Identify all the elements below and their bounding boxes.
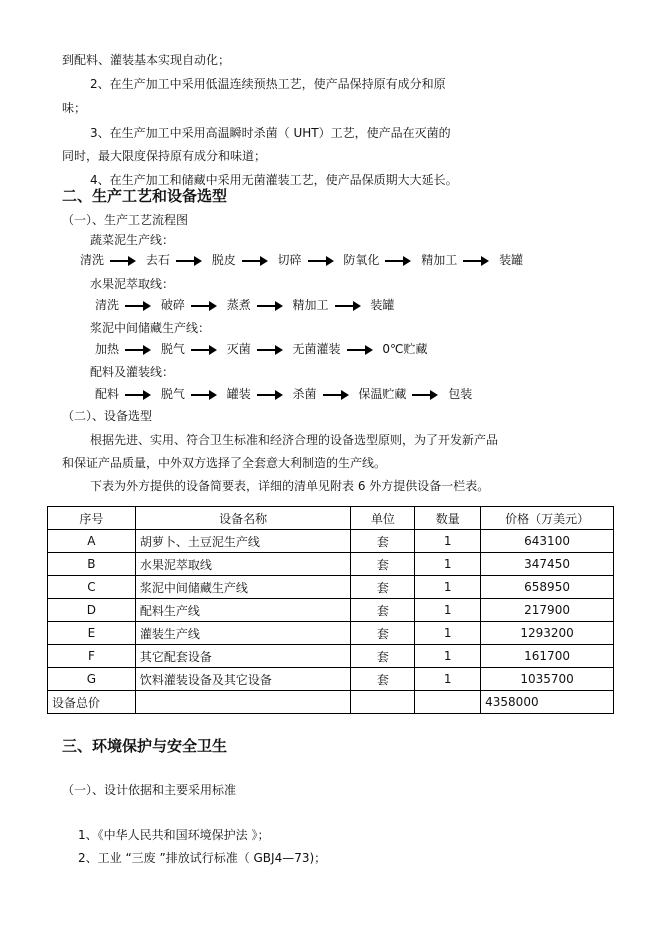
arrow-right-icon (257, 390, 283, 400)
table-cell: 套 (351, 645, 415, 668)
table-cell: 643100 (481, 530, 614, 553)
arrow-right-icon (191, 301, 217, 311)
arrow-right-icon (335, 301, 361, 311)
arrow-right-icon (463, 256, 489, 266)
table-cell: 套 (351, 576, 415, 599)
arrow-right-icon (257, 345, 283, 355)
table-cell: 套 (351, 530, 415, 553)
table-cell: 套 (351, 668, 415, 691)
table-cell: 饮料灌装设备及其它设备 (135, 668, 351, 691)
flow-step: 灭菌 (226, 342, 251, 356)
flow-step: 加热 (95, 342, 120, 356)
intro-line-5: 同时，最大限度保持原有成分和味道； (62, 149, 267, 163)
flow-3 (95, 341, 428, 357)
flow-step: 配料 (95, 387, 120, 401)
section-3-title: 三、环境保护与安全卫生 (62, 737, 228, 755)
intro-line-1: 到配料、灌装基本实现自动化； (62, 53, 231, 67)
table-cell: 1 (415, 668, 481, 691)
flow-1-name: 蔬菜泥生产线： (90, 233, 175, 247)
arrow-right-icon (191, 345, 217, 355)
arrow-right-icon (412, 390, 438, 400)
table-header-row (48, 507, 614, 530)
arrow-right-icon (110, 256, 136, 266)
table-cell-empty (351, 691, 415, 714)
arrow-right-icon (125, 345, 151, 355)
section-2-para-2: 和保证产品质量，中外双方选择了全套意大利制造的生产线。 (62, 456, 387, 470)
table-row (48, 622, 614, 645)
arrow-right-icon (308, 256, 334, 266)
flow-step: 脱气 (160, 387, 185, 401)
table-cell: G (48, 668, 136, 691)
flow-step: 包装 (448, 387, 473, 401)
table-cell-empty (415, 691, 481, 714)
flow-step: 保温贮藏 (358, 387, 407, 401)
equipment-table (47, 506, 614, 714)
header-cell: 价格（万美元） (481, 507, 614, 530)
table-cell: 1 (415, 576, 481, 599)
table-cell: 水果泥萃取线 (135, 553, 351, 576)
section-3-item-1: 1、《中华人民共和国环境保护法 》； (78, 828, 270, 842)
table-cell: 套 (351, 622, 415, 645)
table-row (48, 668, 614, 691)
table-cell: 658950 (481, 576, 614, 599)
flow-step: 杀菌 (292, 387, 317, 401)
arrow-right-icon (385, 256, 411, 266)
flow-step: 无菌灌装 (292, 342, 341, 356)
flow-step: 破碎 (160, 298, 185, 312)
intro-line-6: 4、在生产加工和储藏中采用无菌灌装工艺，使产品保质期大大延长。 (90, 173, 458, 187)
table-cell: 套 (351, 599, 415, 622)
arrow-right-icon (323, 390, 349, 400)
flow-3-name: 浆泥中间储藏生产线： (90, 321, 211, 335)
table-row (48, 553, 614, 576)
flow-step: 脱气 (160, 342, 185, 356)
table-cell: 347450 (481, 553, 614, 576)
total-label: 设备总价 (48, 691, 136, 714)
section-2-sub-2: （二）、设备选型 (62, 409, 153, 423)
flow-step: 0℃贮藏 (382, 342, 428, 356)
table-cell: B (48, 553, 136, 576)
section-2-title: 二、生产工艺和设备选型 (62, 187, 228, 205)
flow-step: 精加工 (421, 253, 458, 267)
arrow-right-icon (242, 256, 268, 266)
section-2-sub-1: （一）、生产工艺流程图 (62, 213, 189, 227)
total-value: 4358000 (481, 691, 614, 714)
flow-step: 防氧化 (343, 253, 380, 267)
table-row (48, 576, 614, 599)
table-cell: 1 (415, 645, 481, 668)
header-cell: 序号 (48, 507, 136, 530)
table-cell: 217900 (481, 599, 614, 622)
table-cell: F (48, 645, 136, 668)
arrow-right-icon (191, 390, 217, 400)
flow-step: 脱皮 (211, 253, 236, 267)
flow-step: 去石 (145, 253, 170, 267)
header-cell: 单位 (351, 507, 415, 530)
flow-step: 精加工 (292, 298, 329, 312)
table-cell: C (48, 576, 136, 599)
header-cell: 数量 (415, 507, 481, 530)
intro-line-3: 味； (62, 101, 87, 115)
flow-4 (95, 386, 472, 402)
table-row (48, 599, 614, 622)
table-cell: 161700 (481, 645, 614, 668)
flow-step: 装罐 (499, 253, 524, 267)
table-cell: 套 (351, 553, 415, 576)
table-cell-empty (135, 691, 351, 714)
table-cell: 1293200 (481, 622, 614, 645)
section-2-para-1: 根据先进、实用、符合卫生标准和经济合理的设备选型原则，为了开发新产品 (90, 433, 499, 447)
section-2-para-3: 下表为外方提供的设备简要表，详细的清单见附表 6 外方提供设备一栏表。 (90, 479, 490, 493)
table-row (48, 530, 614, 553)
table-cell: 灌装生产线 (135, 622, 351, 645)
arrow-right-icon (347, 345, 373, 355)
flow-step: 蒸煮 (226, 298, 251, 312)
table-total-row (48, 691, 614, 714)
table-cell: A (48, 530, 136, 553)
arrow-right-icon (176, 256, 202, 266)
flow-2 (95, 297, 394, 313)
table-cell: 配料生产线 (135, 599, 351, 622)
flow-step: 清洗 (95, 298, 120, 312)
table-cell: 其它配套设备 (135, 645, 351, 668)
table-cell: E (48, 622, 136, 645)
table-row (48, 645, 614, 668)
table-cell: 胡萝卜、土豆泥生产线 (135, 530, 351, 553)
table-cell: 1 (415, 553, 481, 576)
section-3-item-2: 2、工业 “三废 ”排放试行标准（ GBJ4—73)； (78, 851, 327, 865)
flow-step: 装罐 (370, 298, 395, 312)
table-cell: 1 (415, 622, 481, 645)
flow-step: 罐装 (226, 387, 251, 401)
arrow-right-icon (125, 390, 151, 400)
flow-1 (80, 252, 523, 268)
arrow-right-icon (257, 301, 283, 311)
table-cell: 1 (415, 530, 481, 553)
table-cell: 浆泥中间储藏生产线 (135, 576, 351, 599)
intro-line-4: 3、在生产加工中采用高温瞬时杀菌（ UHT）工艺，使产品在灭菌的 (90, 126, 451, 140)
flow-2-name: 水果泥萃取线： (90, 277, 175, 291)
table-cell: D (48, 599, 136, 622)
section-3-sub-1: （一）、设计依据和主要采用标准 (62, 783, 237, 797)
intro-line-2: 2、在生产加工中采用低温连续预热工艺，使产品保持原有成分和原 (90, 77, 446, 91)
flow-4-name: 配料及灌装线： (90, 365, 175, 379)
header-cell: 设备名称 (135, 507, 351, 530)
table-cell: 1 (415, 599, 481, 622)
flow-step: 清洗 (80, 253, 105, 267)
flow-step: 切碎 (277, 253, 302, 267)
arrow-right-icon (125, 301, 151, 311)
table-cell: 1035700 (481, 668, 614, 691)
